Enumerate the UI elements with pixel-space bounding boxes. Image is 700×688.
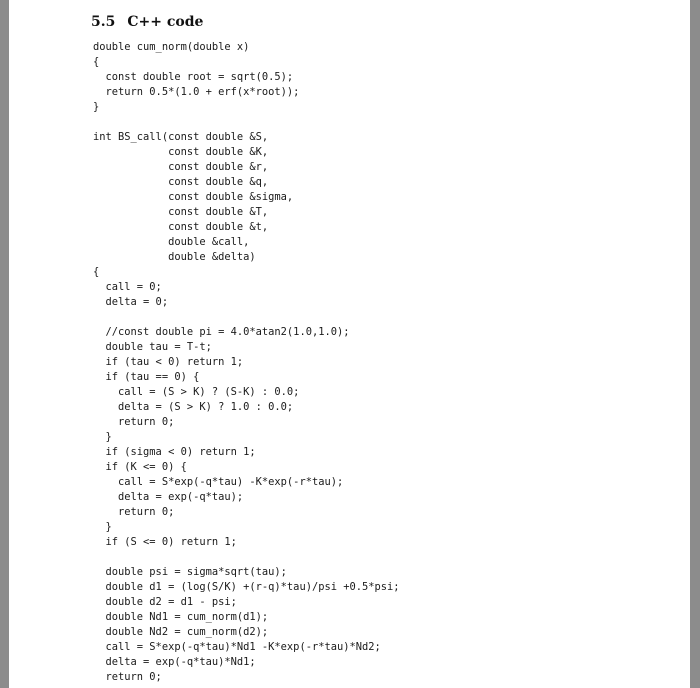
code-line: int BS_call(const double &S, (93, 131, 269, 143)
code-line: if (K <= 0) { (93, 461, 187, 473)
code-line: const double &sigma, (93, 191, 294, 203)
section-number: 5.5 (91, 14, 116, 30)
document-page (9, 0, 690, 688)
code-line: return 0; (93, 671, 162, 683)
code-line: const double root = sqrt(0.5); (93, 71, 294, 83)
code-line: call = S*exp(-q*tau) -K*exp(-r*tau); (93, 476, 344, 488)
code-line: double d2 = d1 - psi; (93, 596, 237, 608)
code-line: const double &q, (93, 176, 269, 188)
code-line: } (93, 101, 100, 113)
section-heading (91, 14, 203, 30)
code-line: double &call, (93, 236, 250, 248)
code-line: delta = 0; (93, 296, 169, 308)
code-line (93, 550, 400, 565)
code-line: double d1 = (log(S/K) +(r-q)*tau)/psi +0.5*psi; (93, 581, 400, 593)
code-line: { (93, 56, 100, 68)
code-line: double Nd2 = cum_norm(d2); (93, 626, 269, 638)
code-line: return 0.5*(1.0 + erf(x*root)); (93, 86, 300, 98)
code-line: double Nd1 = cum_norm(d1); (93, 611, 269, 623)
code-line: const double &r, (93, 161, 269, 173)
code-line: if (sigma < 0) return 1; (93, 446, 256, 458)
code-line: call = S*exp(-q*tau)*Nd1 -K*exp(-r*tau)*Nd2; (93, 641, 381, 653)
code-line: if (tau == 0) { (93, 371, 200, 383)
code-line (93, 115, 400, 130)
code-line: double cum_norm(double x) (93, 41, 250, 53)
code-line: double psi = sigma*sqrt(tau); (93, 566, 287, 578)
section-title: C++ code (127, 14, 204, 30)
code-line: if (tau < 0) return 1; (93, 356, 244, 368)
code-line: double &delta) (93, 251, 256, 263)
code-line: delta = exp(-q*tau); (93, 491, 244, 503)
code-line: } (93, 431, 112, 443)
code-line (93, 310, 400, 325)
code-line: call = 0; (93, 281, 162, 293)
code-line: } (93, 521, 112, 533)
code-line: const double &T, (93, 206, 269, 218)
code-line: { (93, 266, 100, 278)
code-line: delta = (S > K) ? 1.0 : 0.0; (93, 401, 294, 413)
code-line: if (S <= 0) return 1; (93, 536, 237, 548)
code-line: return 0; (93, 506, 175, 518)
code-line: const double &t, (93, 221, 269, 233)
code-line: delta = exp(-q*tau)*Nd1; (93, 656, 256, 668)
code-line: call = (S > K) ? (S-K) : 0.0; (93, 386, 300, 398)
code-line: double tau = T-t; (93, 341, 212, 353)
code-listing (93, 40, 400, 685)
code-line: return 0; (93, 416, 175, 428)
code-line: const double &K, (93, 146, 269, 158)
code-line: //const double pi = 4.0*atan2(1.0,1.0); (93, 326, 350, 338)
